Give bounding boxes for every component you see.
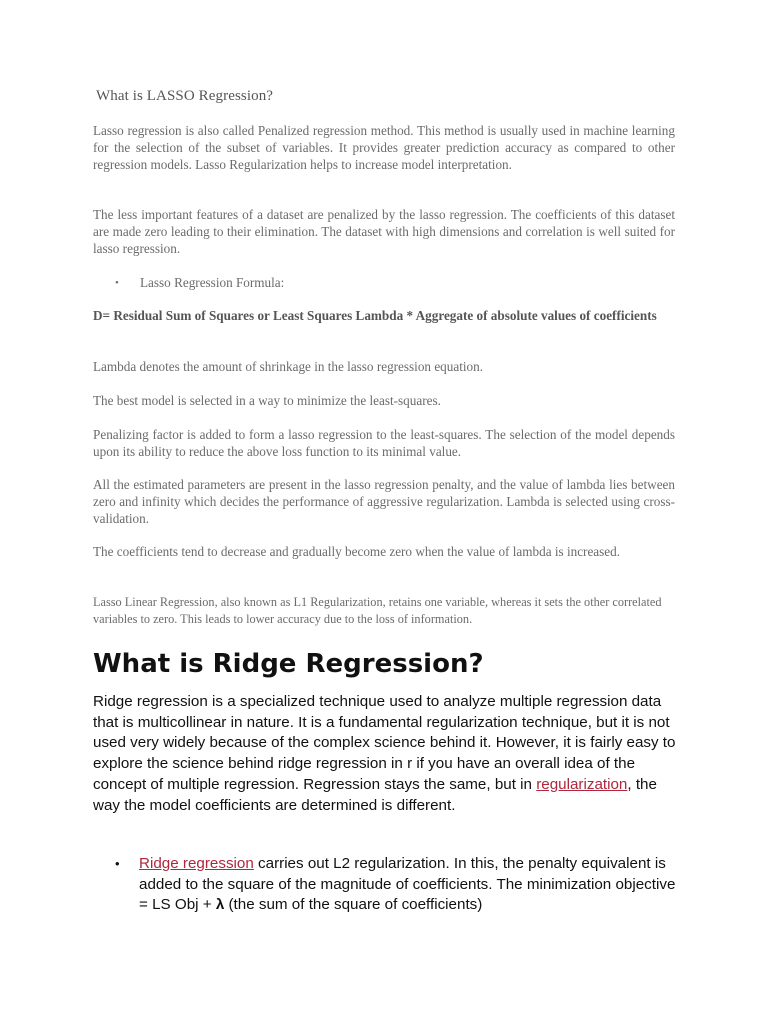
bullet-marker: • [115, 856, 120, 871]
regularization-link[interactable]: regularization [536, 775, 628, 793]
lasso-formula-label: Lasso Regression Formula: [140, 275, 285, 290]
ridge-regression-link[interactable]: Ridge regression [139, 855, 254, 872]
ridge-bullet-end: (the sum of the square of coefficients) [224, 896, 483, 914]
lasso-intro-paragraph: Lasso regression is also called Penalized regression method. This method is usually used in machine learning for the selection of the subset of variables. It provides greater prediction accuracy as compared to other regression models. Lasso Regularization helps to increase model interpretation. [93, 123, 675, 172]
ridge-bullet-text [139, 854, 679, 916]
lasso-features-paragraph: The less important features of a dataset are penalized by the lasso regression. The coefficients of this dataset are made zero leading to their elimination. The dataset with high dimensions and correlation is well suited for lasso regression. [93, 207, 675, 256]
estimated-parameters-paragraph: All the estimated parameters are present in the lasso regression penalty, and the value of lambda lies between zero and infinity which decides the performance of aggressive regularization. Lambda is selected using cross-validation. [93, 477, 675, 526]
lasso-heading: What is LASSO Regression? [96, 88, 274, 104]
lasso-formula: D= Residual Sum of Squares or Least Squares Lambda * Aggregate of absolute values of coefficients [93, 308, 657, 323]
ridge-bullet-body: carries out L2 regularization. In this, the penalty equivalent is added to the square of the magnitude of coefficients. The minimization objective = LS Obj + [139, 855, 676, 914]
penalizing-factor-paragraph: Penalizing factor is added to form a lasso regression to the least-squares. The selection of the model depends upon its ability to reduce the above loss function to its minimal value. [93, 427, 675, 459]
best-model-paragraph: The best model is selected in a way to minimize the least-squares. [93, 393, 441, 408]
lambda-symbol: λ [215, 896, 225, 914]
lambda-paragraph: Lambda denotes the amount of shrinkage in the lasso regression equation. [93, 359, 484, 374]
l1-regularization-paragraph: Lasso Linear Regression, also known as L1 Regularization, retains one variable, whereas it sets the other correlated variables to zero. This leads to lower accuracy due to the loss of information. [93, 595, 662, 626]
ridge-intro-paragraph [93, 692, 683, 816]
ridge-intro-text: Ridge regression is a specialized technique used to analyze multiple regression data that is multicollinear in nature. It is a fundamental regularization technique, but it is not used very widely because of the complex science behind it. However, it is fairly easy to explore the science behind ridge regression in r if you have an overall idea of the concept of multiple regression. Regression stays the same, but in [93, 693, 676, 793]
coefficients-paragraph: The coefficients tend to decrease and gradually become zero when the value of lambda is increased. [93, 544, 621, 559]
ridge-heading: What is Ridge Regression? [93, 649, 484, 679]
bullet-marker: • [115, 277, 119, 289]
ridge-intro-text-end: , the way the model coefficients are determined is different. [93, 775, 657, 814]
